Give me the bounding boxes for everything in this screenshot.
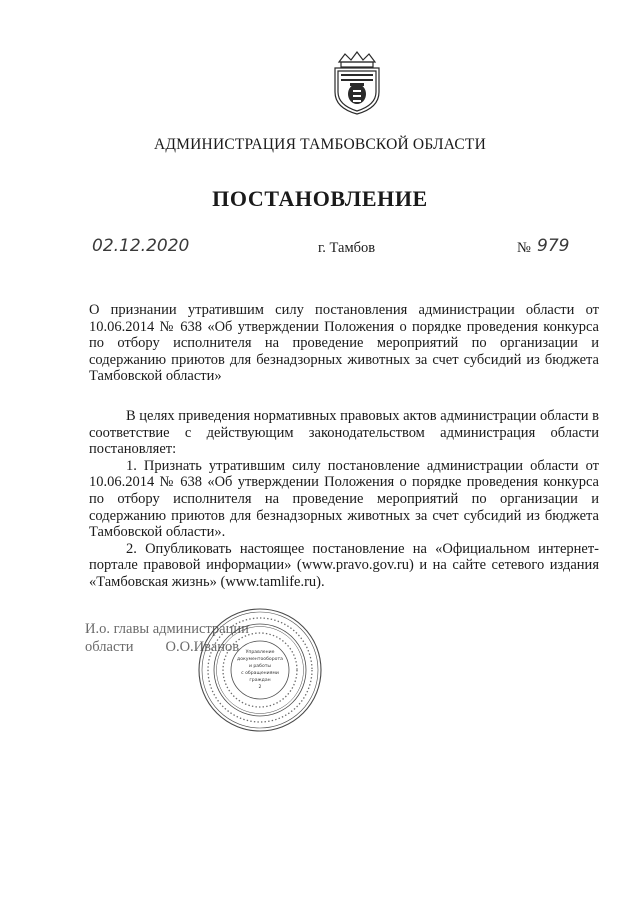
stamp-line: документооборота — [237, 657, 283, 662]
body-item-2: 2. Опубликовать настоящее постановление на «Официальном интернет-портале правовой информации» (www.pravo.gov.ru) и на сайте сетевого издания «Тамбовская жизнь» (www.tamlife.ru). — [89, 540, 599, 590]
official-stamp-icon — [196, 606, 324, 734]
document-date: 02.12.2020 — [92, 236, 190, 256]
stamp-line: Управление — [245, 650, 275, 655]
document-number-label: № — [517, 240, 531, 256]
body-preamble: В целях приведения нормативных правовых актов администрации области в соответствие с действующим законодательством администрация области постановляет: — [89, 408, 599, 458]
organization-title: АДМИНИСТРАЦИЯ ТАМБОВСКОЙ ОБЛАСТИ — [154, 136, 486, 153]
document-city: г. Тамбов — [318, 240, 376, 256]
stamp-line: с обращениями — [241, 671, 279, 676]
stamp-line: 2 — [258, 685, 262, 690]
stamp-line: граждан — [249, 678, 271, 683]
signatory-name: О.О.Иванов — [165, 639, 240, 655]
document-subject: О признании утратившим силу постановления администрации области от 10.06.2014 № 638 «Об утверждении Положения о порядке проведения конкурса по отбору исполнителя на проведение мероприятий по организации и содержанию приютов для безнадзорных животных за счет субсидий из бюджета Тамбовской области» — [89, 302, 599, 385]
document-type-title: ПОСТАНОВЛЕНИЕ — [212, 186, 428, 211]
stamp-line: и работы — [248, 664, 272, 669]
body-item-1: 1. Признать утратившим силу постановление администрации области от 10.06.2014 № 638 «Об утверждении Положения о порядке проведения конкурса по отбору исполнителя на проведение мероприятий по организации и содержанию приютов для безнадзорных животных за счет субсидий из бюджета Тамбовской области». — [89, 457, 599, 541]
document-number: 979 — [537, 236, 570, 256]
signatory-title: И.о. главы администрации — [85, 621, 249, 637]
coat-of-arms-icon — [329, 48, 385, 116]
document-body — [89, 408, 599, 591]
signatory-region: области — [85, 639, 134, 655]
